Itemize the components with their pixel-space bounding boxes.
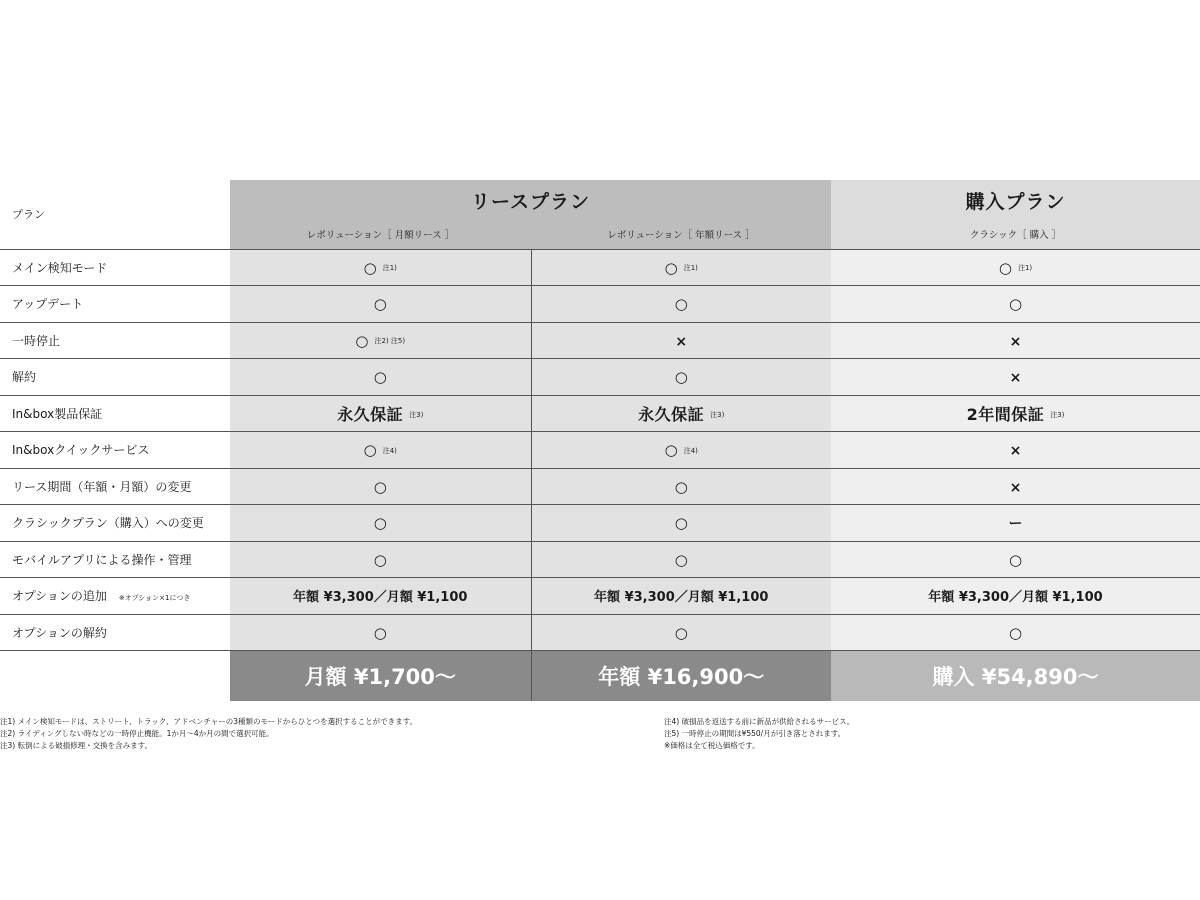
feature-label-text: リース期間（年額・月額）の変更 (12, 479, 192, 494)
cell-value: ○ (373, 477, 387, 496)
cell-yearly (531, 322, 831, 359)
cell-yearly (531, 395, 831, 432)
plan-subtitle-monthly: レボリューション［ 月額リース ］ (230, 220, 531, 249)
cell-value: ○ (373, 514, 387, 533)
table-row (0, 468, 1200, 505)
feature-label (0, 505, 230, 542)
buy-plan-title: 購入プラン (831, 180, 1200, 220)
cell-yearly (531, 286, 831, 323)
cell-value: ○ (363, 258, 377, 277)
cell-monthly (230, 432, 531, 469)
cell-value: ○ (363, 441, 377, 460)
note-line: 注2) ライディングしない時などの一時停止機能。1か月〜4か月の間で選択可能。 (0, 729, 274, 738)
table-row (0, 359, 1200, 396)
cell-monthly (230, 578, 531, 615)
note-line: ※価格は全て税込価格です。 (664, 741, 760, 750)
plan-subtitle-classic: クラシック［ 購入 ］ (831, 220, 1200, 249)
cell-monthly (230, 286, 531, 323)
cell-value: ○ (355, 331, 369, 350)
cell-classic (831, 249, 1200, 286)
cell-value: ○ (373, 368, 387, 387)
feature-label (0, 578, 230, 615)
footnote-ref: 注4) (683, 446, 698, 455)
cell-yearly (531, 578, 831, 615)
note-line: 注1) メイン検知モードは、ストリート、トラック、アドベンチャーの3種類のモードからひとつを選択することができます。 (0, 717, 418, 726)
feature-label (0, 541, 230, 578)
cell-classic (831, 468, 1200, 505)
cell-yearly (531, 432, 831, 469)
feature-label (0, 286, 230, 323)
footnote-ref: 注3) (1050, 411, 1065, 420)
plan-header-label: プラン (0, 180, 230, 249)
cell-monthly (230, 249, 531, 286)
cell-monthly (230, 468, 531, 505)
cell-monthly (230, 359, 531, 396)
feature-label (0, 468, 230, 505)
cell-yearly (531, 249, 831, 286)
cell-value: ○ (674, 623, 688, 642)
cell-value: ○ (664, 258, 678, 277)
feature-label (0, 359, 230, 396)
table-row (0, 541, 1200, 578)
footnote-ref: 注4) (382, 446, 397, 455)
feature-label-text: 一時停止 (12, 333, 61, 348)
feature-label-text: モバイルアプリによる操作・管理 (12, 552, 192, 567)
table-row (0, 578, 1200, 615)
footnote-ref: 注1) (382, 264, 397, 273)
note-line: 注4) 破損品を返送する前に新品が供給されるサービス。 (664, 717, 855, 726)
cell-monthly (230, 505, 531, 542)
cell-classic (831, 432, 1200, 469)
feature-label-text: アップデート (12, 297, 84, 312)
cell-yearly (531, 359, 831, 396)
lease-plan-title: リースプラン (230, 180, 831, 220)
cell-monthly (230, 395, 531, 432)
cell-value: 永久保証 (337, 404, 404, 424)
cell-classic (831, 614, 1200, 651)
table-row (0, 322, 1200, 359)
feature-label (0, 432, 230, 469)
cell-yearly (531, 541, 831, 578)
plan-subtitle-yearly: レボリューション［ 年額リース ］ (531, 220, 831, 249)
feature-label-text: クラシックプラン（購入）への変更 (12, 516, 204, 531)
feature-label-text: オプションの解約 (12, 625, 107, 640)
cell-value: × (1009, 333, 1022, 350)
cell-value: 年額 ¥3,300／月額 ¥1,100 (293, 590, 468, 606)
cell-value: 年額 ¥3,300／月額 ¥1,100 (928, 590, 1103, 606)
cell-classic (831, 359, 1200, 396)
feature-label-note: ※オプション×1につき (118, 594, 191, 603)
price-row-label (0, 651, 230, 701)
table-row (0, 432, 1200, 469)
cell-value: ○ (674, 295, 688, 314)
footnote-ref: 注3) (710, 411, 725, 420)
cell-value: ○ (674, 477, 688, 496)
notes-right (664, 716, 854, 752)
cell-value: ○ (664, 441, 678, 460)
feature-label-text: In&boxクイックサービス (12, 443, 150, 458)
cell-value: ○ (998, 258, 1012, 277)
note-line: 注5) 一時停止の期間は¥550/月が引き落とされます。 (664, 729, 846, 738)
table-row (0, 395, 1200, 432)
feature-label-text: 解約 (12, 370, 37, 385)
cell-value: × (675, 333, 688, 350)
cell-classic (831, 541, 1200, 578)
cell-value: × (1009, 443, 1022, 460)
cell-monthly (230, 541, 531, 578)
feature-label (0, 249, 230, 286)
cell-value: × (1009, 479, 1022, 496)
table-row (0, 614, 1200, 651)
table-row (0, 249, 1200, 286)
note-line: 注3) 転倒による破損修理・交換を含みます。 (0, 741, 152, 750)
footnote-ref: 注2) 注5) (374, 337, 406, 346)
cell-classic (831, 286, 1200, 323)
feature-label (0, 395, 230, 432)
feature-label (0, 614, 230, 651)
cell-monthly (230, 614, 531, 651)
footnote-ref: 注1) (683, 264, 698, 273)
cell-value: 永久保証 (638, 404, 705, 424)
cell-value: ○ (373, 623, 387, 642)
cell-monthly (230, 322, 531, 359)
notes-left (0, 716, 417, 752)
cell-yearly (531, 614, 831, 651)
footnote-ref: 注3) (409, 411, 424, 420)
cell-value: 年額 ¥3,300／月額 ¥1,100 (594, 590, 769, 606)
feature-label-text: メイン検知モード (12, 260, 108, 275)
cell-value: ○ (674, 368, 688, 387)
plan-comparison-table (0, 180, 1200, 701)
cell-classic (831, 505, 1200, 542)
cell-value: 2年間保証 (966, 404, 1045, 424)
cell-value: ○ (1008, 550, 1023, 569)
cell-value: ー (1008, 515, 1023, 532)
cell-yearly (531, 505, 831, 542)
footnote-ref: 注1) (1017, 264, 1033, 273)
feature-rows (0, 249, 1200, 651)
price-purchase: 購入 ¥54,890〜 (831, 651, 1200, 701)
feature-label-text: In&box製品保証 (12, 406, 103, 421)
cell-value: ○ (373, 295, 387, 314)
cell-value: ○ (1008, 295, 1023, 314)
cell-classic (831, 578, 1200, 615)
cell-classic (831, 395, 1200, 432)
table-row (0, 286, 1200, 323)
price-monthly: 月額 ¥1,700〜 (230, 651, 531, 701)
price-yearly: 年額 ¥16,900〜 (531, 651, 831, 701)
cell-yearly (531, 468, 831, 505)
cell-value: ○ (674, 514, 688, 533)
feature-label-text: オプションの追加 (12, 589, 107, 604)
table-row (0, 505, 1200, 542)
cell-classic (831, 322, 1200, 359)
cell-value: ○ (1008, 623, 1023, 642)
cell-value: ○ (674, 550, 688, 569)
cell-value: ○ (373, 550, 387, 569)
feature-label (0, 322, 230, 359)
cell-value: × (1009, 370, 1022, 387)
